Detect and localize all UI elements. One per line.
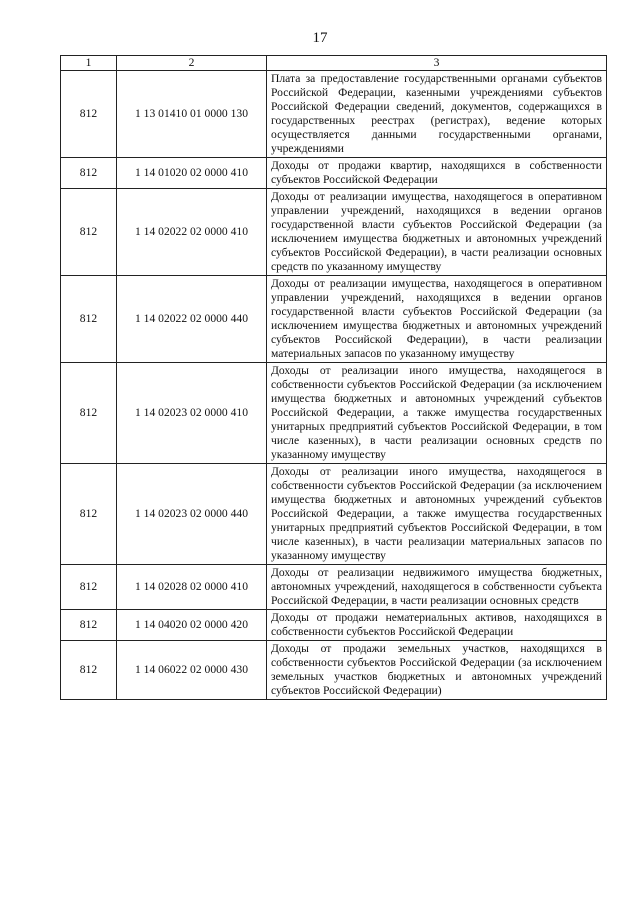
table-row	[61, 363, 607, 464]
description-cell: Доходы от реализации имущества, находящегося в оперативном управлении учреждений, находящихся в ведении органов государственной власти субъектов Российской Федерации (за исключением имущества бюджетных и автономных учреждений субъектов Российской Федерации), в части реализации материальных запасов по указанному имуществу	[267, 276, 607, 363]
admin-code-cell: 812	[61, 363, 117, 464]
admin-code-cell: 812	[61, 610, 117, 641]
admin-code-cell: 812	[61, 641, 117, 700]
table-row	[61, 464, 607, 565]
admin-code-cell: 812	[61, 276, 117, 363]
table-row	[61, 71, 607, 158]
admin-code-cell: 812	[61, 464, 117, 565]
column-header-1: 1	[61, 56, 117, 71]
table-header-row	[61, 56, 607, 71]
table-row	[61, 610, 607, 641]
table-row	[61, 641, 607, 700]
admin-code-cell: 812	[61, 158, 117, 189]
revenue-code-cell: 1 13 01410 01 0000 130	[117, 71, 267, 158]
admin-code-cell: 812	[61, 189, 117, 276]
description-cell: Доходы от реализации недвижимого имущества бюджетных, автономных учреждений, находящегося в собственности субъекта Российской Федерации, в части реализации основных средств	[267, 565, 607, 610]
revenue-code-cell: 1 14 02023 02 0000 410	[117, 363, 267, 464]
column-header-2: 2	[117, 56, 267, 71]
description-cell: Доходы от реализации иного имущества, находящегося в собственности субъектов Российской Федерации (за исключением имущества бюджетных и автономных учреждений субъектов Российской Федерации, а также имущества государственных унитарных предприятий субъектов Российской Федерации, в том числе казенных), в части реализации основных средств по указанному имуществу	[267, 363, 607, 464]
table-row	[61, 565, 607, 610]
column-header-3: 3	[267, 56, 607, 71]
revenue-code-cell: 1 14 02022 02 0000 440	[117, 276, 267, 363]
revenue-code-cell: 1 14 04020 02 0000 420	[117, 610, 267, 641]
revenue-code-cell: 1 14 02023 02 0000 440	[117, 464, 267, 565]
revenue-code-cell: 1 14 06022 02 0000 430	[117, 641, 267, 700]
table-row	[61, 276, 607, 363]
admin-code-cell: 812	[61, 565, 117, 610]
description-cell: Доходы от реализации иного имущества, находящегося в собственности субъектов Российской Федерации (за исключением имущества бюджетных и автономных учреждений субъектов Российской Федерации, а также имущества государственных унитарных предприятий субъектов Российской Федерации, в том числе казенных), в части реализации материальных запасов по указанному имуществу	[267, 464, 607, 565]
table-row	[61, 189, 607, 276]
description-cell: Доходы от реализации имущества, находящегося в оперативном управлении учреждений, находящихся в ведении органов государственной власти субъектов Российской Федерации (за исключением имущества бюджетных и автономных учреждений субъектов Российской Федерации), в части реализации основных средств по указанному имуществу	[267, 189, 607, 276]
revenue-code-cell: 1 14 02028 02 0000 410	[117, 565, 267, 610]
description-cell: Плата за предоставление государственными органами субъектов Российской Федерации, казенными учреждениями субъектов Российской Федерации сведений, документов, содержащихся в государственных реестрах (регистрах), ведение которых осуществляется данными государственными органами, учреждениями	[267, 71, 607, 158]
description-cell: Доходы от продажи нематериальных активов, находящихся в собственности субъектов Российской Федерации	[267, 610, 607, 641]
page-number: 17	[312, 30, 328, 46]
description-cell: Доходы от продажи земельных участков, находящихся в собственности субъектов Российской Федерации (за исключением земельных участков бюджетных и автономных учреждений субъектов Российской Федерации)	[267, 641, 607, 700]
revenue-code-cell: 1 14 02022 02 0000 410	[117, 189, 267, 276]
table-row	[61, 158, 607, 189]
admin-code-cell: 812	[61, 71, 117, 158]
description-cell: Доходы от продажи квартир, находящихся в собственности субъектов Российской Федерации	[267, 158, 607, 189]
revenue-codes-table	[60, 55, 607, 700]
revenue-code-cell: 1 14 01020 02 0000 410	[117, 158, 267, 189]
